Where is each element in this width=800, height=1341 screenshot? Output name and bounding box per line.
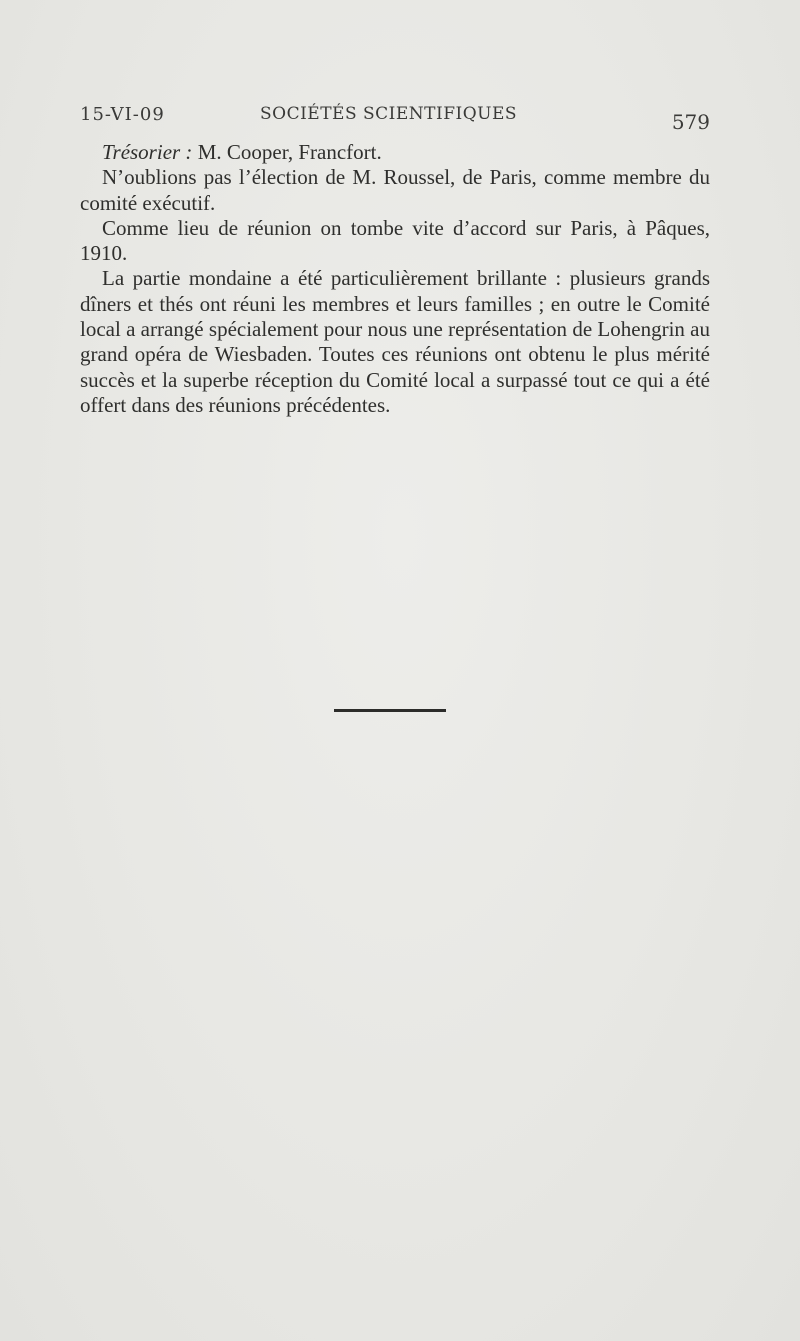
paragraph-mondaine: La partie mondaine a été particulièrement brillante : plusieurs grands dîners et thés ont réuni les membres et leurs familles ; en outre le Comité local a arrangé spécialement pour nous une représentation de Lohengrin au grand opéra de Wiesbaden. Toutes ces réunions ont obtenu le plus mérité succès et la superbe réception du Comité local a surpassé tout ce qui a été offert dans des réunions précédentes.: [80, 266, 710, 417]
paragraph-reunion: Comme lieu de réunion on tombe vite d’accord sur Paris, à Pâques, 1910.: [80, 215, 710, 266]
tresorier-value: M. Cooper, Francfort.: [192, 140, 382, 164]
section-rule: [334, 709, 446, 712]
body-text: [80, 140, 710, 418]
tresorier-label: Trésorier :: [102, 140, 193, 164]
tresorier-line: [80, 140, 710, 165]
running-header: [80, 104, 710, 134]
header-title: SOCIÉTÉS SCIENTIFIQUES: [260, 104, 518, 124]
paragraph-election: N’oublions pas l’élection de M. Roussel, de Paris, comme membre du comité exécutif.: [80, 165, 710, 215]
header-date: 15-VI-09: [80, 104, 165, 125]
page-number: 579: [671, 110, 710, 134]
